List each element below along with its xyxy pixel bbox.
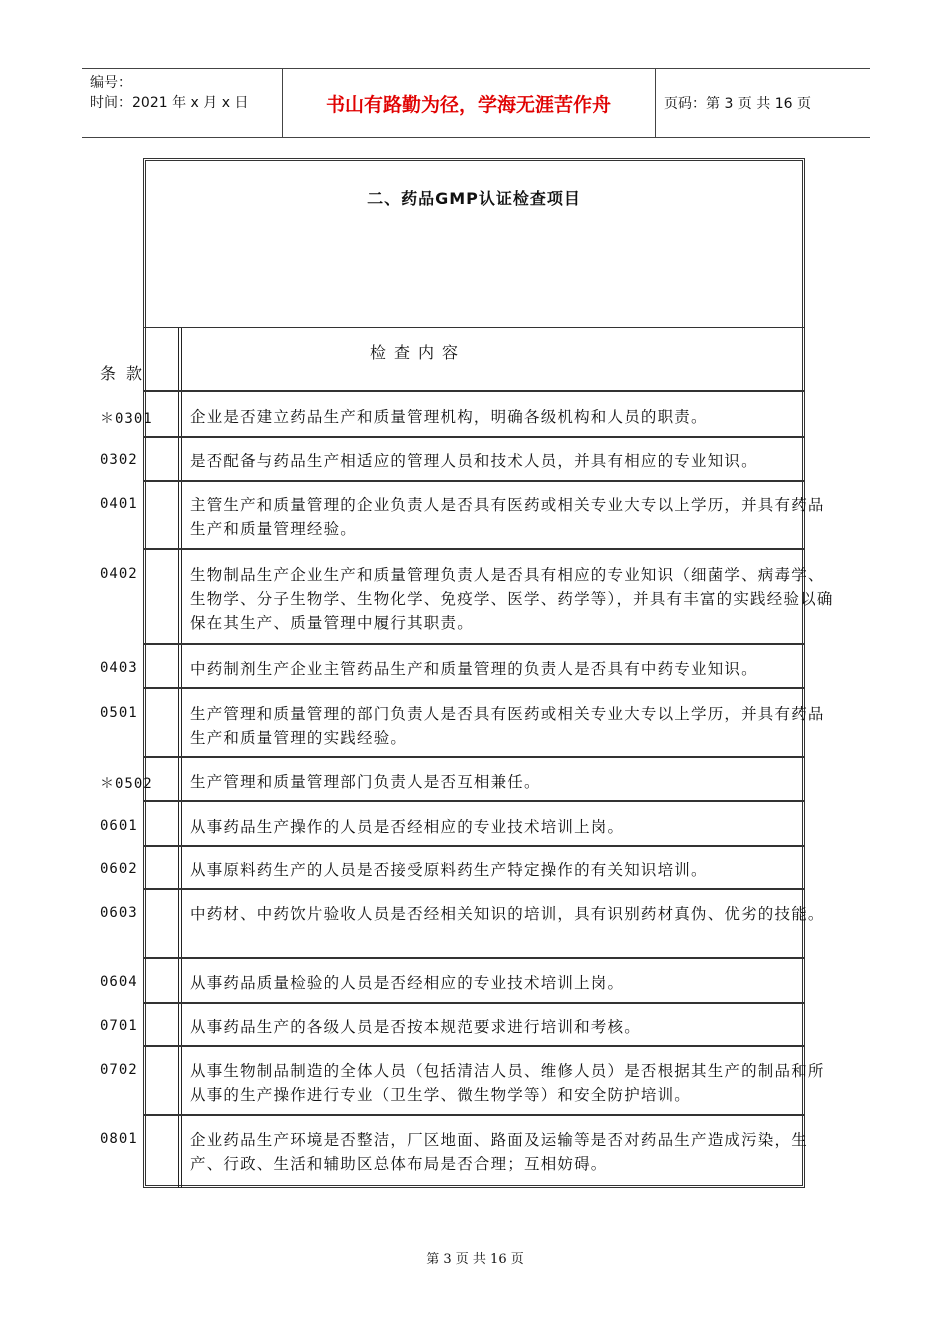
row-divider [143, 436, 805, 438]
column-divider [178, 328, 179, 1188]
section-title: 二、药品GMP认证检查项目 [367, 189, 581, 208]
clause-code: 0801 [100, 1131, 138, 1147]
row-divider [143, 480, 805, 482]
column-header-content: 检查内容 [370, 343, 467, 362]
column-divider [181, 328, 182, 1188]
clause-text: 中药制剂生产企业主管药品生产和质量管理的负责人是否具有中药专业知识。 [190, 660, 758, 678]
clause-text: 生物制品生产企业生产和质量管理负责人是否具有相应的专业知识（细菌学、病毒学、生物学、分子生物学、生物化学、免疫学、医学、药学等），并具有丰富的实践经验以确保在其生产、质量管理中履行其职责。 [190, 566, 834, 632]
row-divider [143, 687, 805, 689]
row-divider [143, 957, 805, 959]
page-footer: 第 3 页 共 16 页 [426, 1252, 524, 1267]
clause-code: 0702 [100, 1062, 138, 1078]
row-divider [143, 643, 805, 645]
row-divider [143, 1114, 805, 1116]
document-date: 时间：2021 年 x 月 x 日 [90, 95, 249, 111]
row-divider [143, 1002, 805, 1004]
clause-text: 从事生物制品制造的全体人员（包括清洁人员、维修人员）是否根据其生产的制品和所从事的生产操作进行专业（卫生学、微生物学等）和安全防护培训。 [190, 1062, 825, 1104]
clause-code: 0604 [100, 974, 138, 990]
row-divider [143, 548, 805, 550]
clause-code: 0402 [100, 566, 138, 582]
clause-text: 从事药品生产的各级人员是否按本规范要求进行培训和考核。 [190, 1018, 641, 1036]
clause-text: 企业是否建立药品生产和质量管理机构，明确各级机构和人员的职责。 [190, 408, 708, 426]
row-divider [143, 1045, 805, 1047]
row-divider [143, 888, 805, 890]
row-divider [143, 390, 805, 392]
header-motto: 书山有路勤为径，学海无涯苦作舟 [325, 93, 611, 116]
page-header [82, 68, 870, 138]
row-divider [143, 845, 805, 847]
column-header-clause: 条款 [100, 364, 153, 383]
header-page-info: 页码：第 3 页 共 16 页 [664, 96, 811, 112]
clause-code: 0701 [100, 1018, 138, 1034]
table-title-row [143, 158, 805, 328]
clause-code: ＊0502 [100, 776, 153, 792]
clause-code: ＊0301 [100, 411, 153, 427]
clause-text: 中药材、中药饮片验收人员是否经相关知识的培训，具有识别药材真伪、优劣的技能。 [190, 905, 825, 923]
clause-code: 0601 [100, 818, 138, 834]
clause-text: 从事药品生产操作的人员是否经相应的专业技术培训上岗。 [190, 818, 625, 836]
clause-code: 0302 [100, 452, 138, 468]
header-meta [90, 73, 248, 113]
clause-code: 0603 [100, 905, 138, 921]
clause-text: 主管生产和质量管理的企业负责人是否具有医药或相关专业大专以上学历，并具有药品生产和质量管理经验。 [190, 496, 825, 538]
clause-text: 生产管理和质量管理的部门负责人是否具有医药或相关专业大专以上学历，并具有药品生产和质量管理的实践经验。 [190, 705, 825, 747]
clause-text: 企业药品生产环境是否整洁，厂区地面、路面及运输等是否对药品生产造成污染，生产、行政、生活和辅助区总体布局是否合理；互相妨碍。 [190, 1131, 808, 1173]
clause-code: 0602 [100, 861, 138, 877]
clause-text: 从事原料药生产的人员是否接受原料药生产特定操作的有关知识培训。 [190, 861, 708, 879]
row-divider [143, 800, 805, 802]
clause-text: 从事药品质量检验的人员是否经相应的专业技术培训上岗。 [190, 974, 625, 992]
clause-code: 0403 [100, 660, 138, 676]
clause-code: 0501 [100, 705, 138, 721]
clause-code: 0401 [100, 496, 138, 512]
clause-text: 是否配备与药品生产相适应的管理人员和技术人员，并具有相应的专业知识。 [190, 452, 758, 470]
row-divider [143, 756, 805, 758]
header-divider [655, 69, 656, 137]
document-number-label: 编号： [90, 75, 132, 91]
clause-text: 生产管理和质量管理部门负责人是否互相兼任。 [190, 773, 541, 791]
